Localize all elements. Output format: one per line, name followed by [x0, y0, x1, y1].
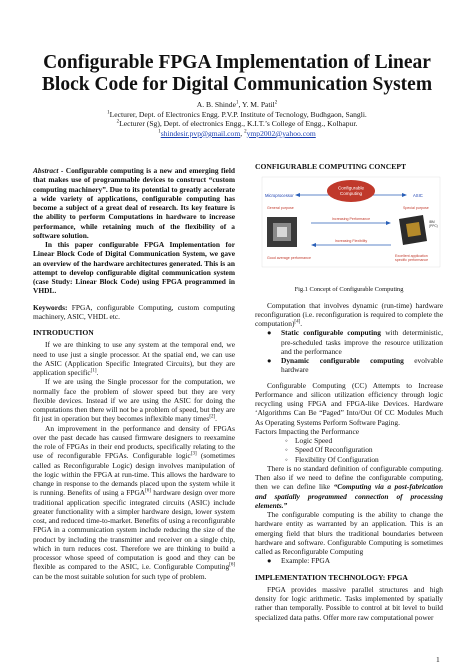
paper-title: Configurable FPGA Implementation of Linear Block Code for Digital Communication System [41, 52, 433, 95]
flexibility-arrow-head [311, 243, 316, 247]
good-average-label: Good average performance [267, 256, 311, 261]
affiliation-1: $^1$Lecturer, Dept. of Electronics Engg. P.V.P. Institute of Tecnology, Budhgaon, Sangli. [107, 109, 367, 119]
implementation-heading: IMPLEMENTATION TECHNOLOGY: FPGA [255, 572, 408, 582]
left-column [33, 166, 235, 581]
list-item: ◦ Logic Speed [285, 436, 333, 445]
abstract-paragraph: Abstract - Configurable computing is a new and emerging field that makes use of programmable devices to construct “custom computing machinery”. Due to its potential to greatly accelerate a wide variety of applications, configurable computing has become a subject of a great deal of research. Its key feature is the ability to perform Computations in hardware to increase performance, while retaining much of the flexibility of a software solution. [33, 166, 235, 240]
arrow-head-left [295, 193, 300, 197]
blob-label-line1: Configurable [337, 185, 365, 191]
list-item: ◦ Speed Of Reconfiguration [285, 445, 373, 455]
author-block [20, 100, 454, 138]
special-purpose-label: Special purpose [403, 206, 429, 211]
email-link-1[interactable]: shindesir.pvp@gmail.com [160, 128, 241, 138]
figure-caption: Fig.1 Concept of Configurable Computing [294, 286, 404, 294]
processor-chip-left [267, 217, 297, 247]
chip-label: IBM [429, 220, 435, 225]
arrow-head-right [402, 193, 407, 197]
bullet-icon: ● [267, 356, 272, 365]
list-item: ● Static configurable computing with deterministic, pre-scheduled tasks improve the resource utilization and the performance [267, 328, 443, 356]
concept-paragraph-2: Configurable Computing (CC) Attempts to Increase Performance and silicon utilization efficiency through logic recycling using FPGA and FPGA-like Devices. Hardware ‘Algorithms Can Be “Paged” Into/Out Of CC Modules Much As Operating Systems Perform Software Paging. [255, 380, 443, 427]
concept-paragraph-4: The configurable computing is the ability to change the hardware entity as warranted by an application. This is an emerging field that blurs the traditional boundaries between hardware and software. Configurable Computing is sometimes called as Reconfigurable Computing [255, 510, 443, 556]
increasing-performance-label: Increasing Performance [331, 217, 371, 222]
concept-heading: CONFIGURABLE COMPUTING CONCEPT [255, 162, 407, 171]
author-names: A. B. Shinde$^1$, Y. M. Patil$^2$ [196, 100, 278, 109]
abstract-paragraph-2: In this paper configurable FPGA Implementation for Linear Block Code of Digital Communication System, we gave an overview of the hardware architectures generated. This is an attempt to develop configurable digital communication system (case Study: Linear Block Code) using FPGA programmed in VHDL. [33, 240, 235, 296]
affiliation-2: $^2$Lecturer (Sg), Dept. of electronics Engg., K.I.T.’s College of Engg., Kolhapur. [116, 119, 358, 129]
concept-paragraph-1: Computation that involves dynamic (run-time) hardware reconfiguration (i.e. reconfiguration is required to complete the computation)[4]. [255, 300, 443, 328]
asic-label: ASIC [413, 193, 423, 199]
intro-paragraph-1: If we are thinking to use any system at the temporal end, we need to use just a single processor. At the spatial end, we can use the ASIC (Application Specific Integrated Circuits), but they are application specific[1]. [33, 340, 235, 377]
concept-diagram [261, 175, 441, 283]
list-item: ◦ Flexibility Of Configuration [285, 454, 379, 464]
chip-label-2: (PPC) [429, 224, 438, 229]
keywords: Keywords: FPGA, configurable Computing, custom computing machinery, ASIC, VHDL etc. [33, 302, 235, 321]
microprocessor-label: Microprocessor [265, 193, 294, 199]
config-types-list [255, 328, 443, 374]
example-list [255, 556, 443, 565]
excellent-label-1: Excellent application [395, 254, 428, 259]
sub-bullet-icon: ◦ [285, 454, 288, 464]
blob-label-line2: Computing [339, 191, 363, 197]
sub-bullet-icon: ◦ [285, 436, 288, 445]
factors-list [255, 436, 443, 464]
excellent-label-2: specific performance [395, 258, 429, 263]
implementation-paragraph: FPGA provides massive parallel structures and high density for logic arithmetic. Tasks implemented by spatially rather than temporally. Possible to control at bit level to build specialized data paths. Offer more raw computational power [255, 584, 443, 622]
factors-heading: Factors Impacting the Performance [255, 426, 360, 436]
page-number: 1 [436, 655, 440, 664]
bullet-icon: ● [267, 556, 272, 566]
processor-chip-right [399, 215, 427, 245]
email-link-2[interactable]: ymp2002@yahoo.com [246, 128, 316, 138]
performance-arrow-head [386, 221, 391, 225]
list-item: ● Example: FPGA [267, 556, 331, 566]
concept-figure [261, 175, 441, 283]
intro-paragraph-2: If we are using the Single processor for the computation, we normally face the problem of slower speed but they are very flexible devices. Instead if we are using the ASIC for doing the computations then there will not be a problem of speed, but they are fit just in operation but they becomes inflexible many times[2]. [33, 377, 235, 424]
concept-paragraph-3: There is no standard definition of configurable computing. Then also if we need to define the configurable computing, then we can define like “Computing via a post-fabrication and spatially programmed connection of processing elements.” [255, 463, 443, 510]
list-item: ● Dynamic configurable computing evolvable hardware [267, 356, 444, 375]
sub-bullet-icon: ◦ [285, 445, 288, 455]
author-emails: $^1$shindesir.pvp@gmail.com, $^2$ymp2002@yahoo.com [158, 128, 316, 138]
right-column [255, 162, 443, 622]
general-purpose-label: General purpose [267, 206, 294, 211]
intro-paragraph-3: An improvement in the performance and density of FPGAs over the past decade has caused firmware designers to reexamine the role of FPGAs in their end products, specifically relating to the use of reconfigurable FPGAs. Configurable logic[3] (sometimes called as Reconfigurable Logic) design involves manipulation of the logic within the FPGA at run-time. This allows the hardware to change in response to the demands placed upon the system while it is running. Benefits of using a FPGA[6] hardware design over more traditional application specific integrated circuits (ASIC) include greater functionality with a simpler hardware design, lower system cost, and reduced time-to-market. Benefits of using a reconfigurable FPGA in a communication system include reducing the size of the product by including the transmitter and receiver on a single chip, which in turn reduces cost. Therefore we are thinking to build a processor whose speed of computation is good and they can be flexible as compared to the ASIC, i.e. Configurable Computing[6] can be the most suitable solution for such type of problem. [33, 423, 235, 581]
increasing-flexibility-label: Increasing Flexibility [334, 239, 368, 244]
introduction-heading: INTRODUCTION [33, 328, 94, 337]
bullet-icon: ● [267, 328, 272, 338]
